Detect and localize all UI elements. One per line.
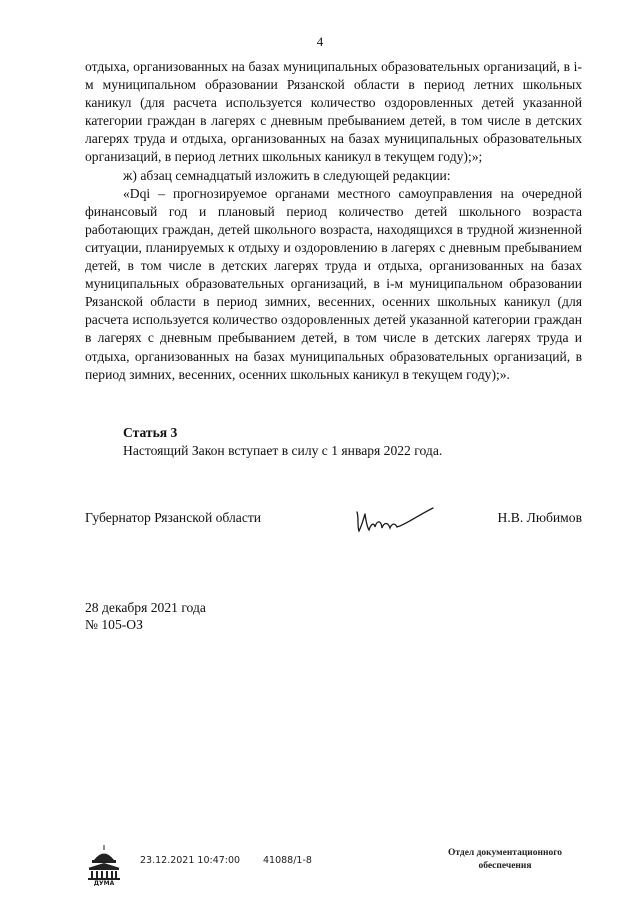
duma-building-logo: [85, 844, 123, 886]
registration-timestamp: 23.12.2021 10:47:00: [140, 855, 241, 866]
article-text: Настоящий Закон вступает в силу с 1 января 2022 года.: [123, 443, 443, 458]
governor-title: Губернатор Рязанской области: [85, 510, 262, 525]
paragraph-continuation: отдыха, организованных на базах муниципальных образовательных организаций, в i-м муниципальном образовании Рязанской области в период летних школьных каникул (для расчета используется количество оздоровленных детей указанной категории граждан в лагерях с дневным пребыванием детей, в том числе в детских лагерях труда и отдыха, организованных на базах муниципальных образовательных организаций, в период летних школьных каникул в текущем году);»;: [85, 59, 582, 165]
article-3: [123, 424, 583, 460]
handwritten-signature: [347, 502, 443, 538]
signature-block: [85, 510, 582, 540]
document-body: [85, 58, 582, 384]
paragraph-amendment-intro: ж) абзац семнадцатый изложить в следующей редакции:: [123, 167, 451, 183]
footer-stamp: [85, 844, 585, 892]
page-number: 4: [316, 34, 324, 49]
law-date-block: [85, 599, 206, 633]
department-stamp: [425, 847, 585, 872]
department-line-2: обеспечения: [478, 860, 532, 871]
law-date: 28 декабря 2021 года: [85, 600, 206, 615]
article-title: Статья 3: [123, 425, 178, 440]
paragraph-amendment-text: «Dqi – прогнозируемое органами местного самоуправления на очередной финансовый год и плановый период количество детей школьного возраста работающих граждан, детей школьного возраста, находящихся в трудной жизненной ситуации, планируемых к отдыху и оздоровлению в лагерях с дневным пребыванием детей, в том числе в детских лагерях труда и отдыха, организованных на базах муниципальных образовательных организаций, в i-м муниципальном образовании Рязанской области в период зимних, весенних, осенних школьных каникул (для расчета используется количество оздоровленных детей указанной категории граждан в лагерях с дневным пребыванием детей, в том числе в детских лагерях труда и отдыха, организованных на базах муниципальных образовательных организаций, в период зимних, весенних, осенних школьных каникул в текущем году);».: [85, 185, 582, 382]
law-number: № 105-ОЗ: [85, 617, 143, 632]
department-line-1: Отдел документационного: [447, 848, 563, 858]
duma-logo-text: ДУМА: [93, 880, 115, 886]
governor-name: Н.В. Любимов: [497, 510, 582, 525]
registration-number: 41088/1-8: [263, 855, 312, 866]
